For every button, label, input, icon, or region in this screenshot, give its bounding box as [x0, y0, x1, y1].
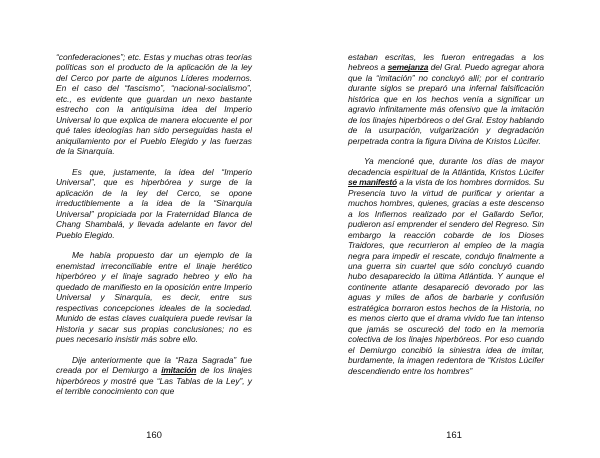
- text-run: “confederaciones”; etc. Estas y muchas otras teorías políticas son el producto de la aplicación de la ley del Cerco por parte de algunos Líderes modernos. En el caso del “fascismo”, “nacional-socialismo”, etc., es evidente que guardan un nexo bastante estrecho con la antiquísima idea del Imperio Universal lo que explica de manera elocuente el por qué tales ideologías han sido perseguidas hasta el aniquilamiento por el Pueblo Elegido y las fuerzas de la Sinarquía.: [56, 52, 252, 157]
- page-number-right: 161: [446, 430, 462, 441]
- paragraph: [56, 250, 252, 344]
- page-number-left: 160: [146, 430, 162, 441]
- paragraph: [348, 52, 544, 146]
- text-run: Me había propuesto dar un ejemplo de la enemistad irreconciliable entre el linaje herético hiperbóreo y el linaje sagrado hebreo y ello ha quedado de manifiesto en la oposición entre Imperio Universal y Sinarquía, es decir, entre sus respectivas concepciones ideales de la sociedad. Munido de estas claves cualquiera puede revisar la Historia y sacar sus propias conclusiones; no es pues necesario insistir más sobre ello.: [56, 250, 252, 345]
- text-run: Es que, justamente, la idea del “Imperio Universal”, que es hiperbórea y surge de la aplicación de la ley del Cerco, se opone irreductiblemente a la idea de la “Sinarquía Universal” propiciada por la Fraternidad Blanca de Chang Shambalá, y llevada adelante en favor del Pueblo Elegido.: [56, 166, 252, 240]
- text-run: estaban escritas, les fueron entregadas a los hebreos a: [348, 52, 544, 73]
- right-page: [300, 0, 600, 458]
- text-run: Dije anteriormente que la “Raza Sagrada” fue creada por el Demiurgo a: [56, 354, 252, 376]
- text-run: Ya mencioné que, durante los días de mayor decadencia espiritual de la Atlántida, Kristos Lúcifer: [348, 156, 544, 177]
- paragraph: [348, 156, 544, 376]
- text-run: a la vista de los hombres dormidos. Su Presencia tuvo la virtud de purificar y orientar a muchos hombres, quienes, gracias a este descenso a los Infiernos realizado por el Gallardo Señor, pudieron así emprender el sendero del Regreso. Sin embargo la reacción cobarde de los Dioses Traidores, que recurrieron al empleo de la magia negra para impedir el rescate, condujo finalmente a una guerra sin cuartel que sólo concluyó cuando hubo desaparecido la última Atlántida. Y aunque el continente atlante desapareció devorado por las aguas y miles de años de barbarie y confusión estratégica borraron estos hechos de la Historia, no es menos cierto que el drama vivido fue tan intenso que jamás se oscureció del todo en la memoria colectiva de los linajes hiperbóreos. Por eso cuando el Demiurgo concibió la siniestra idea de imitar, burdamente, la imagen redentora de “Kristos Lúcifer descendiendo entre los hombres”: [348, 177, 544, 376]
- paragraph: [56, 52, 252, 157]
- emphasized-word: semejanza: [387, 62, 429, 73]
- right-page-text: [348, 52, 544, 376]
- text-run: de los linajes hiperbóreos y mostré que “Las Tablas de la Ley”, y el terrible conocimiento con que: [56, 365, 253, 397]
- text-run: del Gral. Puedo agregar ahora que la “imitación” no concluyó allí; por el contrario durante siglos se preparó una infernal falsificación histórica que en los hechos venía a significar un agravio infinitamente más ofensivo que la imitación de los linajes hiperbóreos o del Gral. Estoy hablando de la usurpación, vulgarización y degradación perpetrada contra la figura Divina de Kristos Lúcifer.: [348, 62, 545, 146]
- paragraph: [56, 167, 252, 240]
- emphasized-word: imitación: [161, 365, 197, 376]
- emphasized-word: se manifestó: [348, 177, 397, 188]
- paragraph: [56, 355, 252, 397]
- left-page-text: [56, 52, 252, 397]
